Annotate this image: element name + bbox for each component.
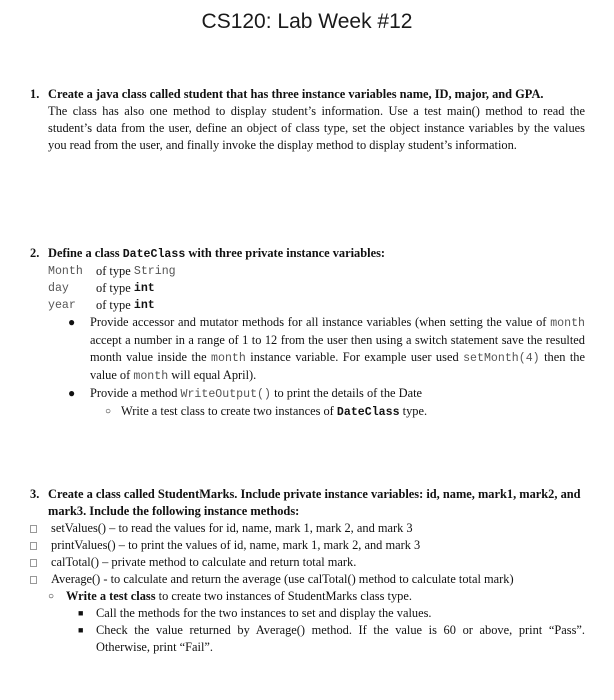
question-heading: Create a class called StudentMarks. Include private instance variables: id, name, mark1, mark2, and mark3. Include the following instance methods:	[48, 487, 581, 518]
square-bullet-icon: ■	[78, 608, 84, 618]
sub-list-item-text: Write a test class to create two instances of DateClass type.	[121, 404, 428, 419]
checkbox-square-icon	[30, 576, 37, 584]
method-text: printValues() – to print the values of id, name, mark 1, mark 2, and mark 3	[51, 538, 421, 552]
variable-of-type: of type	[96, 264, 131, 278]
list-item-text: Check the value returned by Average() method. If the value is 60 or above, print “Pass”. Otherwise, print “Fail”.	[96, 623, 585, 654]
list-item	[30, 605, 585, 622]
sub-list-item	[30, 403, 585, 421]
variable-name: year	[48, 299, 76, 312]
list-item	[30, 385, 585, 403]
list-item-text: Provide accessor and mutator methods for all instance variables (when setting the value of month accept a number in a range of 1 to 12 from the user then using a switch statement save the resulted month value inside the month instance variable. For example user used setMonth(4) then the value of month will equal April).	[90, 315, 585, 383]
variable-name: day	[48, 282, 69, 295]
heading-code: DateClass	[122, 248, 186, 261]
list-item-text: Provide a method WriteOutput() to print the details of the Date	[90, 386, 423, 401]
checkbox-square-icon	[30, 559, 37, 567]
question-heading	[48, 245, 585, 263]
question-number: 3.	[30, 487, 40, 501]
heading-text: with three private instance variables:	[185, 246, 386, 260]
variable-of-type: of type	[96, 298, 131, 312]
checkbox-square-icon	[30, 542, 37, 550]
question-number: 2.	[30, 246, 40, 260]
bullet-icon: ●	[68, 386, 76, 400]
variable-row	[30, 263, 585, 280]
variable-type: String	[133, 265, 176, 278]
variable-row	[30, 280, 585, 297]
method-text: Average() - to calculate and return the average (use calTotal() method to calculate total mark)	[51, 572, 514, 586]
sub-list-item-text: Write a test class to create two instances of StudentMarks class type.	[66, 589, 412, 603]
variable-type: int	[133, 299, 155, 312]
method-item	[30, 554, 585, 571]
sub-list-item	[30, 588, 585, 605]
variable-name: Month	[48, 265, 83, 278]
question-1	[30, 86, 585, 154]
list-item	[30, 622, 585, 656]
square-bullet-icon: ■	[78, 625, 84, 635]
method-text: calTotal() – private method to calculate and return total mark.	[51, 555, 357, 569]
method-item	[30, 537, 585, 554]
method-item	[30, 520, 585, 537]
question-heading: Create a java class called student that has three instance variables name, ID, major, and GPA.	[48, 87, 544, 101]
circle-bullet-icon: ○	[105, 406, 112, 417]
page-title: CS120: Lab Week #12	[201, 10, 413, 33]
checkbox-square-icon	[30, 525, 37, 533]
bullet-icon: ●	[68, 315, 76, 329]
list-item	[30, 314, 585, 385]
question-body: The class has also one method to display student’s information. Use a test main() method to read the student’s data from the user, define an object of class type, set the object instance variables by the values you read from the user, and finally invoke the display method to display student’s information.	[48, 104, 585, 152]
circle-bullet-icon: ○	[48, 591, 55, 602]
variable-row	[30, 297, 585, 314]
variable-type: int	[133, 282, 155, 295]
list-item-text: Call the methods for the two instances to set and display the values.	[96, 606, 432, 620]
question-2	[30, 245, 585, 421]
heading-text: Define a class	[48, 246, 123, 260]
question-number: 1.	[30, 87, 40, 101]
method-item	[30, 571, 585, 588]
method-text: setValues() – to read the values for id, name, mark 1, mark 2, and mark 3	[51, 521, 413, 535]
question-3	[30, 486, 585, 656]
variable-of-type: of type	[96, 281, 131, 295]
